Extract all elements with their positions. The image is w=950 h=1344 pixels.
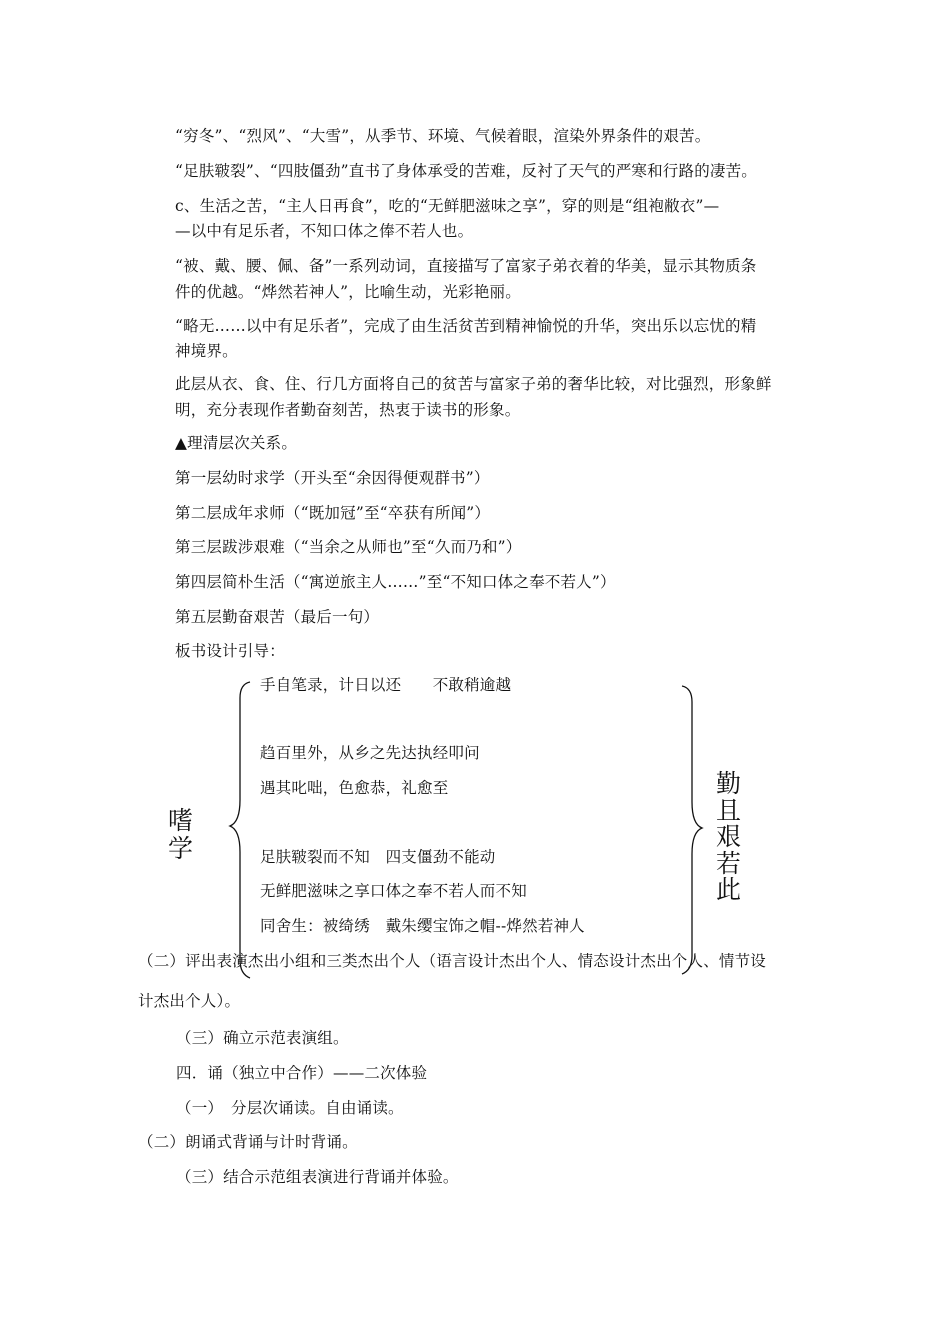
layer-item: 第四层简朴生活（“寓逆旅主人……”至“不知口体之奉不若人”） bbox=[175, 573, 616, 591]
left-label-char: 学 bbox=[168, 834, 194, 863]
paragraph-line: —以中有足乐者，不知口体之俸不若人也。 bbox=[175, 222, 474, 240]
paragraph-line: “穷冬”、“烈风”、“大雪”，从季节、环境、气候着眼，渲染外界条件的艰苦。 bbox=[175, 127, 711, 145]
paragraph-line: “略无……以中有足乐者”，完成了由生活贫苦到精神愉悦的升华，突出乐以忘忧的精 bbox=[175, 317, 757, 335]
right-label-char: 此 bbox=[716, 875, 742, 904]
paragraph-line: （三）结合示范组表演进行背诵并体验。 bbox=[176, 1168, 459, 1186]
paragraph-line: 此层从衣、食、住、行几方面将自己的贫苦与富家子弟的奢华比较，对比强烈，形象鲜 bbox=[175, 375, 772, 393]
board-item: 遇其叱咄，色愈恭，礼愈至 bbox=[260, 779, 449, 797]
paragraph-line: 件的优越。“烨然若神人”，比喻生动，光彩艳丽。 bbox=[175, 283, 521, 301]
board-item: 同舍生：被绮绣 戴朱缨宝饰之帽--烨然若神人 bbox=[260, 917, 585, 935]
paragraph-line: （二）评出表演杰出小组和三类杰出个人（语言设计杰出个人、情态设计杰出个人、情节设 bbox=[138, 952, 767, 970]
paragraph-line: （三）确立示范表演组。 bbox=[176, 1029, 349, 1047]
layer-item: 第一层幼时求学（开头至“余因得便观群书”） bbox=[175, 469, 490, 487]
left-label-char: 嗜 bbox=[168, 806, 194, 835]
right-label-char: 且 bbox=[716, 796, 742, 825]
layer-item: 第五层勤奋艰苦（最后一句） bbox=[175, 608, 380, 626]
board-design-heading: 板书设计引导： bbox=[175, 642, 285, 660]
paragraph-line: “被、戴、腰、佩、备”一系列动词，直接描写了富家子弟衣着的华美，显示其物质条 bbox=[175, 257, 757, 275]
left-brace bbox=[226, 680, 256, 980]
right-label-char: 艰 bbox=[716, 822, 742, 851]
paragraph-line: 神境界。 bbox=[175, 342, 238, 360]
paragraph-line: 明，充分表现作者勤奋刻苦，热衷于读书的形象。 bbox=[175, 401, 521, 419]
board-item: 手自笔录，计日以还 不敢稍逾越 bbox=[260, 676, 512, 694]
board-item: 无鲜肥滋味之享口体之奉不若人而不知 bbox=[260, 882, 527, 900]
layer-item: 第二层成年求师（“既加冠”至“卒获有所闻”） bbox=[175, 504, 491, 522]
right-brace bbox=[678, 684, 708, 976]
board-item: 趋百里外，从乡之先达执经叩问 bbox=[260, 744, 480, 762]
layer-item: 第三层跋涉艰难（“当余之从师也”至“久而乃和”） bbox=[175, 538, 522, 556]
paragraph-line: （一） 分层次诵读。自由诵读。 bbox=[176, 1099, 404, 1117]
paragraph-line: 计杰出个人）。 bbox=[138, 992, 241, 1010]
section-heading: ▲理清层次关系。 bbox=[175, 434, 298, 452]
paragraph-line: （二）朗诵式背诵与计时背诵。 bbox=[138, 1133, 358, 1151]
paragraph-line: “足肤皲裂”、“四肢僵劲”直书了身体承受的苦难，反衬了天气的严寒和行路的凄苦。 bbox=[175, 162, 757, 180]
section-heading: 四．诵（独立中合作）——二次体验 bbox=[176, 1064, 428, 1082]
right-label-char: 勤 bbox=[716, 769, 742, 798]
right-label-char: 若 bbox=[716, 849, 742, 878]
board-item: 足肤皲裂而不知 四支僵劲不能动 bbox=[260, 848, 496, 866]
paragraph-line: c、生活之苦，“主人日再食”，吃的“无鲜肥滋味之享”，穿的则是“组袍敝衣”— bbox=[175, 197, 720, 215]
